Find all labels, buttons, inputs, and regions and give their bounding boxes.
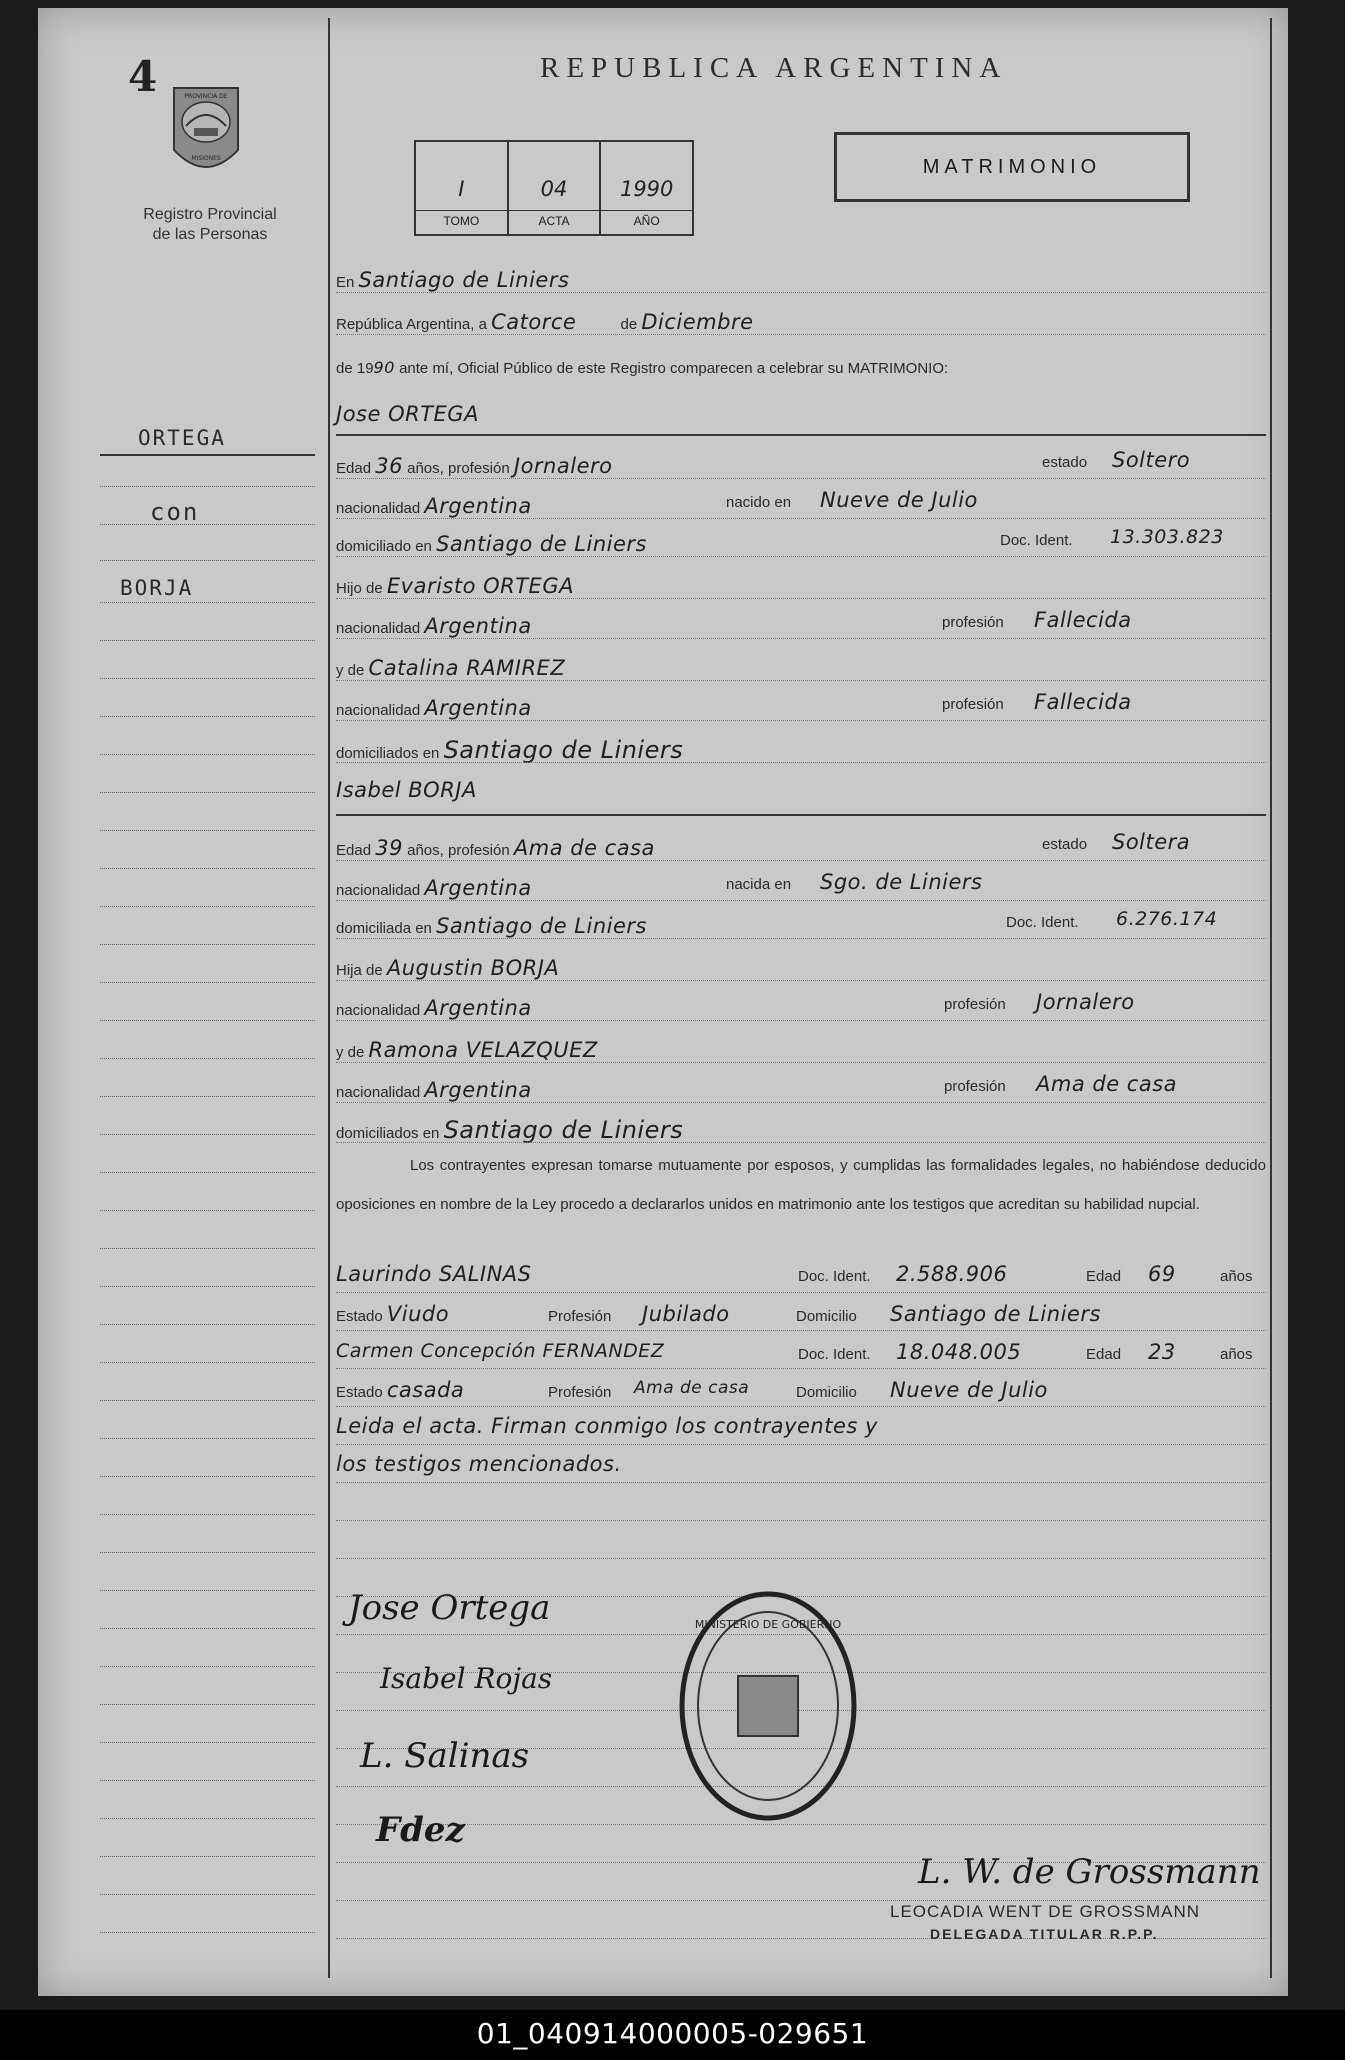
- nacido-label: nacido en: [726, 494, 792, 511]
- groom-domicile: Santiago de Liniers: [436, 532, 647, 556]
- country-title: REPUBLICA ARGENTINA: [540, 52, 1008, 84]
- left-dotted-line: [100, 1248, 315, 1249]
- dotted-line: [336, 1444, 1266, 1445]
- anio-value: 1990: [619, 177, 674, 201]
- left-dotted-line: [100, 1894, 315, 1895]
- groom-father: Evaristo ORTEGA: [386, 574, 574, 598]
- place-value: Santiago de Liniers: [358, 268, 570, 292]
- dotted-line: [336, 762, 1266, 763]
- witness1-row: [336, 1262, 1266, 1286]
- left-dotted-line: [100, 1210, 315, 1211]
- page-number: 4: [128, 52, 158, 101]
- bride-name: Isabel BORJA: [336, 778, 477, 802]
- acta-value: 04: [540, 177, 568, 201]
- nacionalidad-label: nacionalidad: [336, 1084, 421, 1101]
- intro-date-row: [336, 310, 1266, 334]
- dotted-line: [336, 1142, 1266, 1143]
- doc-label: Doc. Ident.: [798, 1346, 871, 1363]
- closing-line-1: Leida el acta. Firman conmigo los contrayentes y: [336, 1414, 878, 1438]
- doc-label: Doc. Ident.: [1006, 914, 1079, 931]
- groom-domicile-row: [336, 526, 1266, 556]
- dotted-line: [336, 1292, 1266, 1293]
- profesion-label: profesión: [944, 1078, 1006, 1095]
- profesion-label: Profesión: [548, 1384, 612, 1401]
- left-dotted-line: [100, 1704, 315, 1705]
- dotted-line: [336, 1330, 1266, 1331]
- left-dotted-line: [100, 1286, 315, 1287]
- dotted-line: [336, 518, 1266, 519]
- left-dotted-line: [100, 640, 315, 641]
- left-dotted-line: [100, 830, 315, 831]
- profesion-label: profesión: [942, 696, 1004, 713]
- left-dotted-line: [100, 906, 315, 907]
- acta-cell: [509, 142, 602, 234]
- groom-mother-nationality: Argentina: [424, 696, 532, 720]
- left-dotted-line: [100, 1324, 315, 1325]
- groom-mother-row: [336, 656, 1266, 680]
- day-value: Catorce: [491, 310, 577, 334]
- bride-profession: Ama de casa: [513, 836, 655, 860]
- dotted-line: [336, 860, 1266, 861]
- dotted-line: [336, 1900, 1266, 1901]
- witness1-status: Viudo: [386, 1302, 450, 1326]
- registry-name: [110, 205, 310, 245]
- intro-place-row: [336, 268, 1266, 292]
- bride-status: Soltera: [1112, 830, 1191, 854]
- left-dotted-line: [100, 1856, 315, 1857]
- groom-name-row: [336, 402, 1266, 426]
- left-dotted-line: [100, 1590, 315, 1591]
- domicilio-label: Domicilio: [796, 1308, 857, 1325]
- bride-birthplace: Sgo. de Liniers: [820, 870, 983, 894]
- groom-name: Jose ORTEGA: [336, 402, 479, 426]
- dotted-line: [336, 556, 1266, 557]
- official-signature: L. W. de Grossmann: [918, 1852, 1261, 1892]
- dotted-line: [336, 638, 1266, 639]
- anio-cell: [601, 142, 692, 234]
- closing-line-2: los testigos mencionados.: [336, 1452, 622, 1476]
- nacionalidad-label: nacionalidad: [336, 702, 421, 719]
- estado-label: estado: [1042, 454, 1088, 471]
- bride-doc: 6.276.174: [1116, 908, 1218, 930]
- dotted-line: [336, 1482, 1266, 1483]
- witness2-profession: Ama de casa: [634, 1378, 750, 1398]
- official-stamp-icon: [676, 1588, 860, 1824]
- domiciliados-label: domiciliados en: [336, 1125, 440, 1142]
- left-dotted-line: [100, 792, 315, 793]
- intro-statement-row: [336, 358, 1266, 377]
- witness1-name: Laurindo SALINAS: [336, 1262, 532, 1286]
- groom-father-nationality-row: [336, 608, 1266, 638]
- left-dotted-line: [100, 1096, 315, 1097]
- groom-profession: Jornalero: [513, 454, 613, 478]
- bride-domicile-row: [336, 908, 1266, 938]
- groom-father-nationality: Argentina: [424, 614, 532, 638]
- nacionalidad-label: nacionalidad: [336, 500, 421, 517]
- dotted-line: [336, 334, 1266, 335]
- nacida-label: nacida en: [726, 876, 792, 893]
- dotted-line: [336, 1368, 1266, 1369]
- doc-label: Doc. Ident.: [1000, 532, 1073, 549]
- nacionalidad-label: nacionalidad: [336, 620, 421, 637]
- tomo-label: TOMO: [416, 210, 507, 228]
- en-label: En: [336, 274, 355, 291]
- bride-father-profession: Jornalero: [1036, 990, 1135, 1014]
- left-dotted-line: [100, 944, 315, 945]
- de-label: de: [620, 316, 638, 333]
- witness1-age: 69: [1148, 1262, 1176, 1286]
- y-de-label: y de: [336, 1044, 365, 1061]
- statement-text: ante mí, Oficial Público de este Registro comparecen a celebrar su MATRIMONIO:: [399, 360, 949, 377]
- groom-age-row: [336, 448, 1266, 478]
- dotted-line: [336, 1558, 1266, 1559]
- hijo-label: Hijo de: [336, 580, 383, 597]
- section-rule: [336, 434, 1266, 436]
- witness1-profession: Jubilado: [642, 1302, 730, 1326]
- edad-label: Edad: [1086, 1346, 1122, 1363]
- edad-label: Edad: [1086, 1268, 1122, 1285]
- profesion-label: Profesión: [548, 1308, 612, 1325]
- dotted-line: [336, 900, 1266, 901]
- nacionalidad-label: nacionalidad: [336, 1002, 421, 1019]
- estado-label: estado: [1042, 836, 1088, 853]
- official-name: LEOCADIA WENT DE GROSSMANN: [890, 1902, 1201, 1921]
- estado-label: Estado: [336, 1308, 383, 1325]
- signature-bride: Isabel Rojas: [380, 1662, 553, 1695]
- left-dotted-line: [100, 982, 315, 983]
- tomo-value: I: [458, 177, 465, 201]
- dotted-line: [336, 478, 1266, 479]
- groom-status: Soltero: [1112, 448, 1191, 472]
- left-dotted-line: [100, 1514, 315, 1515]
- left-dotted-line: [100, 1932, 315, 1933]
- bride-age-row: [336, 830, 1266, 860]
- footer-id: 01_040914000005-029651: [476, 2017, 869, 2050]
- margin-name-con: con: [150, 498, 200, 526]
- left-dotted-line: [100, 754, 315, 755]
- groom-nationality-row: [336, 488, 1266, 518]
- witness1-domicile: Santiago de Liniers: [890, 1302, 1101, 1326]
- year-suffix: 90: [373, 358, 395, 377]
- profesion-label: profesión: [942, 614, 1004, 631]
- bride-father-nationality-row: [336, 990, 1266, 1020]
- y-de-label: y de: [336, 662, 365, 679]
- dotted-line: [336, 1824, 1266, 1825]
- anos-label: años: [1220, 1346, 1253, 1363]
- witness2-age: 23: [1148, 1340, 1176, 1364]
- right-border-line: [1270, 18, 1272, 1978]
- groom-doc: 13.303.823: [1110, 526, 1224, 548]
- profesion-label: años, profesión: [407, 460, 510, 477]
- left-dotted-line: [100, 1172, 315, 1173]
- witness2-details-row: [336, 1378, 1266, 1402]
- column-divider: [328, 18, 330, 1978]
- bride-age: 39: [375, 836, 403, 860]
- profesion-label: profesión: [944, 996, 1006, 1013]
- left-dotted-line: [100, 486, 315, 487]
- dotted-line: [336, 1020, 1266, 1021]
- bride-mother-nationality: Argentina: [424, 1078, 532, 1102]
- left-dotted-line: [100, 1476, 315, 1477]
- dotted-line: [336, 720, 1266, 721]
- bride-father-row: [336, 956, 1266, 980]
- year-prefix: de 19: [336, 360, 374, 377]
- act-number-box: [414, 140, 694, 236]
- provincial-seal-icon: [168, 80, 244, 184]
- bride-nationality-row: [336, 870, 1266, 900]
- bride-nationality: Argentina: [424, 876, 532, 900]
- left-dotted-line: [100, 1400, 315, 1401]
- section-rule: [336, 814, 1266, 816]
- groom-mother-nationality-row: [336, 690, 1266, 720]
- left-dotted-line: [100, 1780, 315, 1781]
- left-dotted-line: [100, 678, 315, 679]
- left-dotted-line: [100, 1362, 315, 1363]
- left-dotted-line: [100, 716, 315, 717]
- bride-domicile: Santiago de Liniers: [436, 914, 647, 938]
- groom-father-row: [336, 574, 1266, 598]
- signature-groom: Jose Ortega: [348, 1588, 551, 1628]
- tomo-cell: [416, 142, 509, 234]
- left-dotted-line: [100, 1058, 315, 1059]
- left-dotted-line: [100, 1742, 315, 1743]
- domicilio-label: domiciliado en: [336, 538, 432, 555]
- hija-label: Hija de: [336, 962, 383, 979]
- groom-mother-profession: Fallecida: [1034, 690, 1132, 714]
- dotted-line: [336, 598, 1266, 599]
- dotted-line: [336, 980, 1266, 981]
- bride-parents-domicile: Santiago de Liniers: [443, 1116, 684, 1144]
- acta-label: ACTA: [509, 210, 600, 228]
- left-dotted-line: [100, 1666, 315, 1667]
- profesion-label: años, profesión: [407, 842, 510, 859]
- estado-label: Estado: [336, 1384, 383, 1401]
- declaration-text: Los contrayentes expresan tomarse mutuamente por esposos, y cumplidas las formalidades legales, no habiéndose deducido oposiciones en nombre de la Ley procedo a declararlos unidos en matrimonio ante los testigos que acreditan su habilidad nupcial.: [336, 1157, 1266, 1213]
- dotted-line: [336, 1406, 1266, 1407]
- signature-witness1: L. Salinas: [360, 1736, 530, 1776]
- groom-age: 36: [375, 454, 403, 478]
- left-dotted-line: [100, 1438, 315, 1439]
- left-dotted-line: [100, 524, 315, 525]
- groom-nationality: Argentina: [424, 494, 532, 518]
- bride-mother-profession: Ama de casa: [1036, 1072, 1178, 1096]
- bride-mother-nationality-row: [336, 1072, 1266, 1102]
- bride-name-row: [336, 778, 1266, 802]
- bride-father: Augustin BORJA: [386, 956, 560, 980]
- dotted-line: [336, 938, 1266, 939]
- witness2-status: casada: [386, 1378, 465, 1402]
- dotted-line: [336, 1520, 1266, 1521]
- witness2-domicile: Nueve de Julio: [890, 1378, 1048, 1402]
- seal-caption-top: PROVINCIA DE: [184, 93, 228, 100]
- left-dotted-line: [100, 1818, 315, 1819]
- signature-witness2: Fdez: [376, 1810, 465, 1850]
- bride-father-nationality: Argentina: [424, 996, 532, 1020]
- official-title: DELEGADA TITULAR R.P.P.: [930, 1926, 1159, 1942]
- dotted-line: [336, 1102, 1266, 1103]
- month-value: Diciembre: [641, 310, 754, 334]
- left-dotted-line: [100, 1628, 315, 1629]
- left-rule: [100, 454, 315, 456]
- witness2-doc: 18.048.005: [896, 1340, 1022, 1364]
- groom-father-profession: Fallecida: [1034, 608, 1132, 632]
- groom-parents-domicile: Santiago de Liniers: [443, 736, 684, 764]
- seal-caption-bottom: MISIONES: [191, 155, 221, 162]
- document-type-box: MATRIMONIO: [834, 132, 1190, 202]
- witness2-row: [336, 1340, 1266, 1362]
- left-dotted-line: [100, 602, 315, 603]
- groom-parents-domicile-row: [336, 736, 1266, 764]
- left-dotted-line: [100, 1020, 315, 1021]
- republica-label: República Argentina, a: [336, 316, 487, 333]
- dotted-line: [336, 292, 1266, 293]
- dotted-line: [336, 680, 1266, 681]
- margin-name-groom: ORTEGA: [138, 426, 226, 450]
- domicilio-label: domiciliada en: [336, 920, 432, 937]
- witness1-doc: 2.588.906: [896, 1262, 1008, 1286]
- left-dotted-line: [100, 1134, 315, 1135]
- doc-label: Doc. Ident.: [798, 1268, 871, 1285]
- domiciliados-label: domiciliados en: [336, 745, 440, 762]
- nacionalidad-label: nacionalidad: [336, 882, 421, 899]
- left-dotted-line: [100, 1552, 315, 1553]
- witness1-details-row: [336, 1302, 1266, 1326]
- groom-birthplace: Nueve de Julio: [820, 488, 978, 512]
- bride-mother: Ramona VELAZQUEZ: [368, 1038, 598, 1062]
- anos-label: años: [1220, 1268, 1253, 1285]
- witness2-name: Carmen Concepción FERNANDEZ: [336, 1340, 665, 1362]
- bride-mother-row: [336, 1038, 1266, 1062]
- groom-mother: Catalina RAMIREZ: [368, 656, 566, 680]
- edad-label: Edad: [336, 842, 372, 859]
- dotted-line: [336, 1062, 1266, 1063]
- left-dotted-line: [100, 868, 315, 869]
- domicilio-label: Domicilio: [796, 1384, 857, 1401]
- left-dotted-line: [100, 560, 315, 561]
- edad-label: Edad: [336, 460, 372, 477]
- margin-name-bride: BORJA: [120, 576, 194, 600]
- registry-line1: Registro Provincial: [143, 206, 277, 223]
- registry-line2: de las Personas: [152, 226, 268, 243]
- anio-label: AÑO: [601, 210, 692, 228]
- bride-parents-domicile-row: [336, 1116, 1266, 1144]
- stamp-text: MINISTERIO DE GOBIERNO: [694, 1618, 842, 1631]
